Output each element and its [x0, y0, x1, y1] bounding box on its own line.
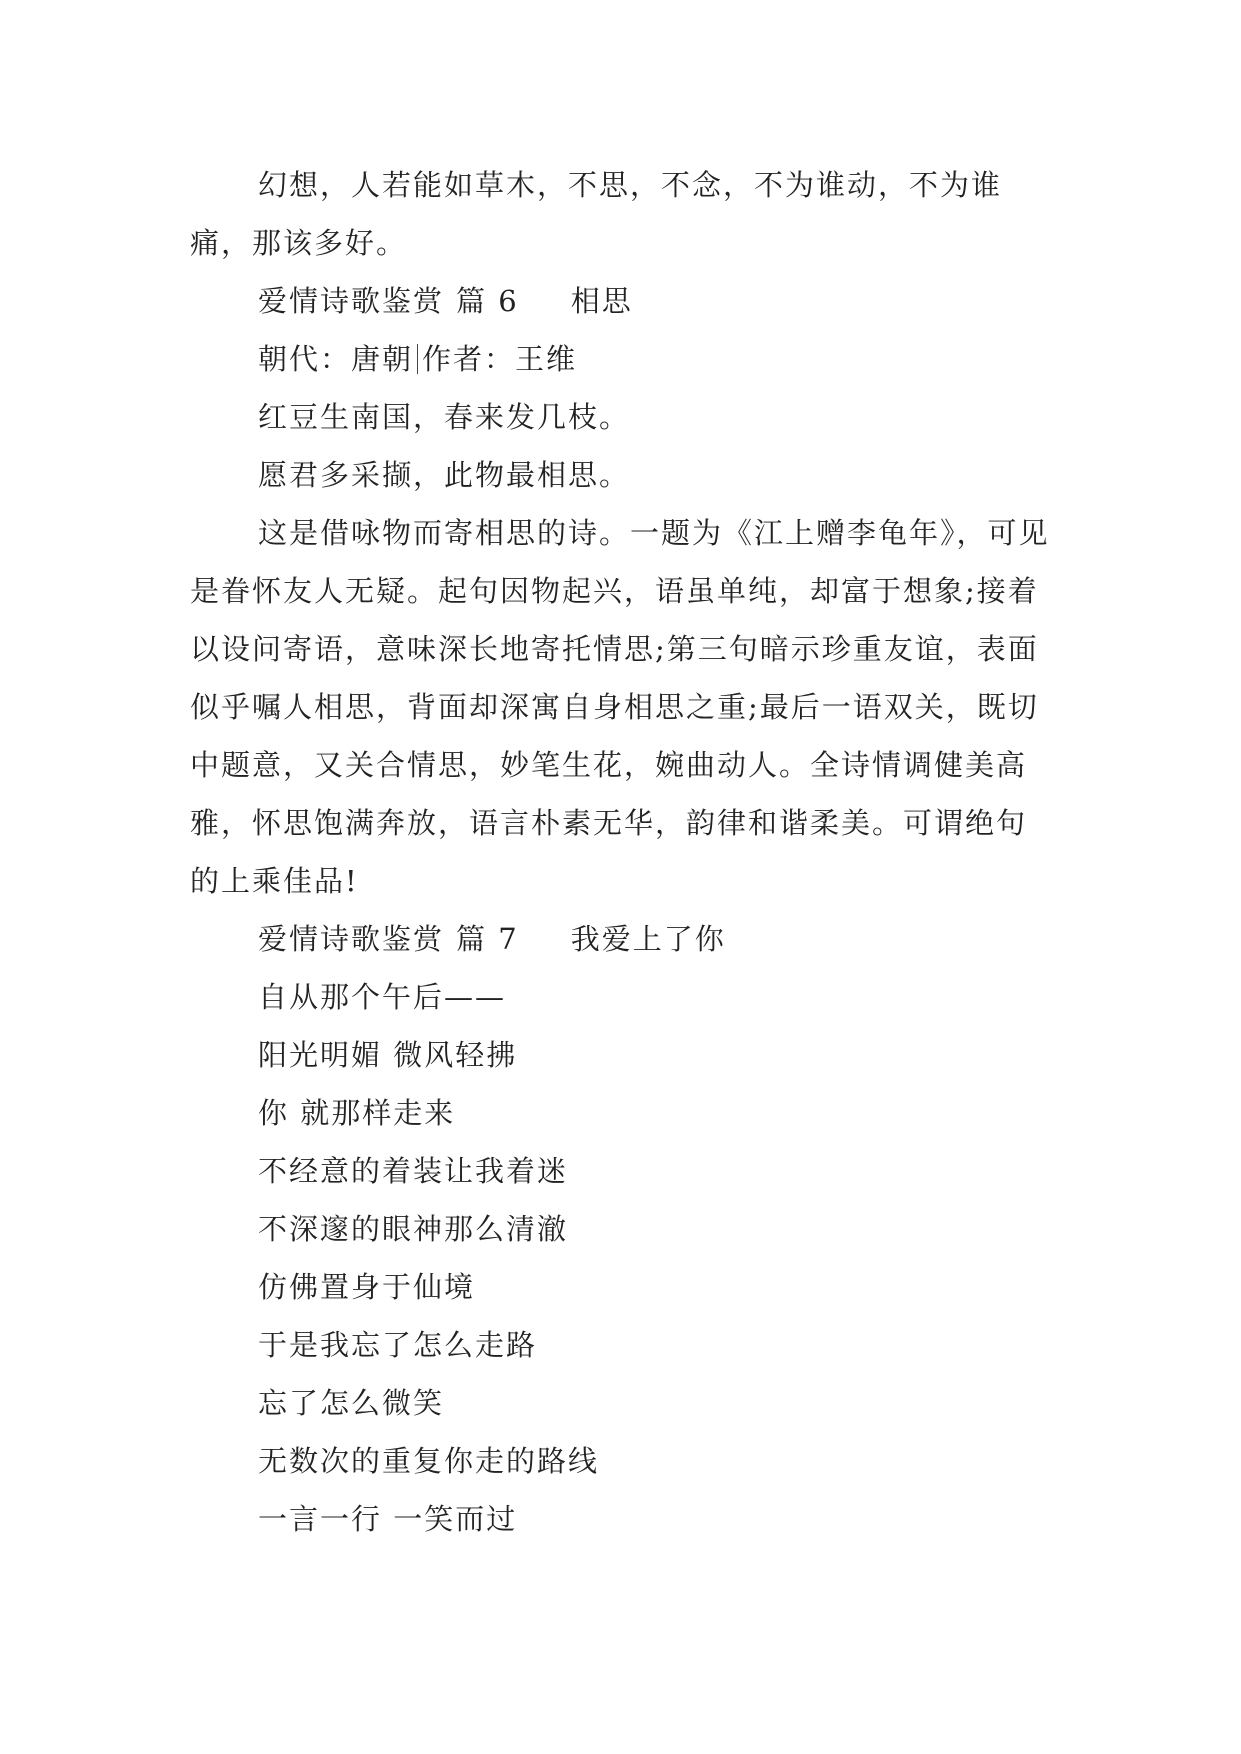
poem-title: 相思	[570, 284, 633, 318]
section-number: 篇 6	[456, 284, 519, 318]
document-body	[190, 156, 1050, 1548]
poem-line: 于是我忘了怎么走路	[258, 1328, 538, 1362]
poem-line: 阳光明媚 微风轻拂	[258, 1038, 518, 1072]
poem-line: 一言一行 一笑而过	[258, 1502, 518, 1536]
poem-line: 你 就那样走来	[258, 1096, 456, 1130]
separator-bar	[417, 344, 418, 374]
section-title: 爱情诗歌鉴赏	[258, 922, 445, 956]
poem-line: 无数次的重复你走的路线	[258, 1444, 600, 1478]
section-heading-7	[190, 910, 1050, 968]
section-title: 爱情诗歌鉴赏	[258, 284, 445, 318]
poem-commentary: 这是借咏物而寄相思的诗。一题为《江上赠李龟年》，可见是眷怀友人无疑。起句因物起兴，语虽单纯，却富于想象;接着以设问寄语，意味深长地寄托情思;第三句暗示珍重友谊，表面似乎嘱人相思，背面却深寓自身相思之重;最后一语双关，既切中题意，又关合情思，妙笔生花，婉曲动人。全诗情调健美高雅，怀思饱满奔放，语言朴素无华，韵律和谐柔美。可谓绝句的上乘佳品!	[190, 516, 1050, 898]
poem-title: 我爱上了你	[570, 922, 726, 956]
poem-line: 愿君多采撷，此物最相思。	[258, 458, 631, 492]
author-label: 作者：王维	[422, 342, 578, 376]
poem-line: 忘了怎么微笑	[258, 1386, 445, 1420]
section-heading-6	[190, 272, 1050, 330]
poem-line: 自从那个午后——	[258, 980, 507, 1014]
dynasty-label: 朝代：唐朝	[258, 342, 414, 376]
poem-line: 不深邃的眼神那么清澈	[258, 1212, 569, 1246]
poem-line: 红豆生南国，春来发几枝。	[258, 400, 631, 434]
poem-line: 仿佛置身于仙境	[258, 1270, 476, 1304]
poem-line: 不经意的着装让我着迷	[258, 1154, 569, 1188]
paragraph-intro: 幻想，人若能如草木，不思，不念，不为谁动，不为谁痛，那该多好。	[190, 168, 1003, 260]
poem-meta	[190, 330, 1050, 388]
section-number: 篇 7	[456, 922, 519, 956]
